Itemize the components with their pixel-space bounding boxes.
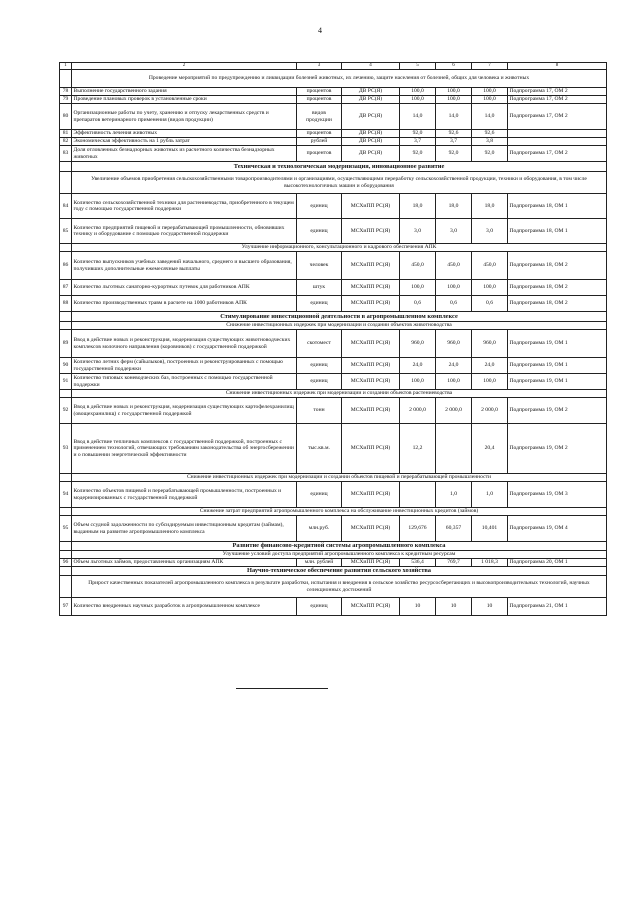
- column-number: 4: [342, 63, 400, 70]
- row-number: 90: [60, 358, 72, 374]
- section-title: Развитие финансово-кредитной системы агропромышленного комплекса: [72, 542, 607, 551]
- value-year-3: 960,0: [472, 330, 508, 358]
- row-number: [60, 390, 72, 398]
- unit: единиц: [297, 374, 342, 390]
- value-year-3: 100,0: [472, 96, 508, 104]
- row-number: [60, 162, 72, 172]
- row-number: 87: [60, 280, 72, 296]
- program-reference: Подпрограмма 19, ОМ 4: [508, 516, 607, 542]
- value-year-3: 24,0: [472, 358, 508, 374]
- value-year-1: 24,0: [400, 358, 436, 374]
- row-number: 84: [60, 194, 72, 219]
- value-year-1: 12,2: [400, 424, 436, 474]
- unit: млн.руб.: [297, 516, 342, 542]
- value-year-3: 20,4: [472, 424, 508, 474]
- table-row: [60, 88, 607, 96]
- unit: единиц: [297, 598, 342, 616]
- row-number: 79: [60, 96, 72, 104]
- subsection-heading-row: [60, 244, 607, 252]
- table-row: [60, 330, 607, 358]
- responsible-body: ДВ РС(Я): [342, 88, 400, 96]
- value-year-1: 3,7: [400, 138, 436, 146]
- row-number: 96: [60, 559, 72, 567]
- subsection-heading-row: [60, 70, 607, 88]
- program-reference: Подпрограмма 18, ОМ 2: [508, 252, 607, 280]
- indicator-name: Эффективность лечения животных: [72, 130, 297, 138]
- column-number: 5: [400, 63, 436, 70]
- unit: тыс.кв.м.: [297, 424, 342, 474]
- subsection-title: Проведение мероприятий по предупреждению и ликвидации болезней животных, их лечению, защите населения от болезней, общих для человека и животных: [72, 70, 607, 88]
- program-reference: [508, 138, 607, 146]
- row-number: [60, 474, 72, 482]
- responsible-body: МСХиПП РС(Я): [342, 194, 400, 219]
- subsection-heading-row: [60, 390, 607, 398]
- row-number: 82: [60, 138, 72, 146]
- value-year-1: [400, 482, 436, 508]
- row-number: 92: [60, 398, 72, 424]
- program-reference: Подпрограмма 19, ОМ 2: [508, 424, 607, 474]
- table-row: [60, 598, 607, 616]
- row-number: [60, 312, 72, 322]
- responsible-body: ДВ РС(Я): [342, 130, 400, 138]
- responsible-body: ДВ РС(Я): [342, 138, 400, 146]
- row-number: 95: [60, 516, 72, 542]
- indicator-name: Объем льготных займов, предоставленных организациям АПК: [72, 559, 297, 567]
- subsection-heading-row: [60, 322, 607, 330]
- program-reference: Подпрограмма 21, ОМ 1: [508, 598, 607, 616]
- value-year-3: 1,0: [472, 482, 508, 508]
- unit: единиц: [297, 296, 342, 312]
- value-year-1: 129,676: [400, 516, 436, 542]
- column-number: 7: [472, 63, 508, 70]
- responsible-body: МСХиПП РС(Я): [342, 398, 400, 424]
- unit: видов продукции: [297, 104, 342, 130]
- program-reference: Подпрограмма 19, ОМ 1: [508, 330, 607, 358]
- subsection-heading-row: [60, 551, 607, 559]
- indicator-name: Экономическая эффективность на 1 рубль затрат: [72, 138, 297, 146]
- value-year-3: 100,0: [472, 374, 508, 390]
- value-year-3: 10: [472, 598, 508, 616]
- section-title: Научно-техническое обеспечение развития сельского хозяйства: [72, 567, 607, 576]
- value-year-2: 1,0: [436, 482, 472, 508]
- row-number: 78: [60, 88, 72, 96]
- subsection-title: Улучшение информационного, консультационного и кадрового обеспечения АПК: [72, 244, 607, 252]
- value-year-2: 3,0: [436, 219, 472, 244]
- unit: рублей: [297, 138, 342, 146]
- section-heading-row: [60, 542, 607, 551]
- indicator-name: Ввод в действие новых и реконструкция, модернизация существующих картофелехранилищ (овощехранилищ) с государственной поддержкой: [72, 398, 297, 424]
- column-number: 1: [60, 63, 72, 70]
- value-year-3: 450,0: [472, 252, 508, 280]
- value-year-2: 100,0: [436, 280, 472, 296]
- value-year-1: 18,0: [400, 194, 436, 219]
- unit: процентов: [297, 88, 342, 96]
- value-year-1: 450,0: [400, 252, 436, 280]
- program-reference: Подпрограмма 17, ОМ 2: [508, 146, 607, 162]
- responsible-body: МСХиПП РС(Я): [342, 482, 400, 508]
- program-reference: Подпрограмма 18, ОМ 1: [508, 219, 607, 244]
- value-year-1: 10: [400, 598, 436, 616]
- value-year-1: 2 000,0: [400, 398, 436, 424]
- value-year-2: 0,6: [436, 296, 472, 312]
- value-year-2: 92,6: [436, 130, 472, 138]
- program-reference: Подпрограмма 19, ОМ 3: [508, 482, 607, 508]
- table-row: [60, 516, 607, 542]
- subsection-title: Снижение инвестиционных издержек при модернизации и создании объектов растениеводства: [72, 390, 607, 398]
- responsible-body: МСХиПП РС(Я): [342, 219, 400, 244]
- indicator-name: Ввод в действие новых и реконструкция, модернизация существующих животноводческих комплексов молочного направления (коровников) с государственной поддержкой: [72, 330, 297, 358]
- table-row: [60, 146, 607, 162]
- value-year-1: 100,0: [400, 96, 436, 104]
- subsection-title: Снижение инвестиционных издержек при модернизации и создании объектов пищевой и перерабатывающей промышленности: [72, 474, 607, 482]
- indicator-name: Количество типовых коневодческих баз, построенных с помощью государственной поддержки: [72, 374, 297, 390]
- value-year-1: 100,0: [400, 374, 436, 390]
- value-year-2: 450,0: [436, 252, 472, 280]
- value-year-2: 14,0: [436, 104, 472, 130]
- unit: скотомест: [297, 330, 342, 358]
- row-number: 94: [60, 482, 72, 508]
- column-number: 6: [436, 63, 472, 70]
- indicators-table: [59, 62, 607, 616]
- row-number: 81: [60, 130, 72, 138]
- unit: единиц: [297, 358, 342, 374]
- indicator-name: Количество льготных санаторно-курортных путевок для работников АПК: [72, 280, 297, 296]
- program-reference: Подпрограмма 17, ОМ 2: [508, 96, 607, 104]
- program-reference: Подпрограмма 17, ОМ 2: [508, 88, 607, 96]
- row-number: [60, 542, 72, 551]
- value-year-2: 100,0: [436, 374, 472, 390]
- table-row: [60, 296, 607, 312]
- value-year-3: 14,0: [472, 104, 508, 130]
- row-number: 83: [60, 146, 72, 162]
- table-row: [60, 398, 607, 424]
- value-year-3: 3,8: [472, 138, 508, 146]
- table-row: [60, 252, 607, 280]
- unit: процентов: [297, 146, 342, 162]
- table-row: [60, 280, 607, 296]
- row-number: [60, 172, 72, 194]
- value-year-3: 2 000,0: [472, 398, 508, 424]
- value-year-3: 1 018,3: [472, 559, 508, 567]
- unit: процентов: [297, 130, 342, 138]
- row-number: [60, 70, 72, 88]
- subsection-title: Улучшение условий доступа предприятий агропромышленного комплекса к кредитным ресурсам: [72, 551, 607, 559]
- subsection-heading-row: [60, 576, 607, 598]
- unit: единиц: [297, 194, 342, 219]
- program-reference: Подпрограмма 19, ОМ 2: [508, 398, 607, 424]
- responsible-body: ДВ РС(Я): [342, 146, 400, 162]
- value-year-3: 92,6: [472, 130, 508, 138]
- table-row: [60, 194, 607, 219]
- indicator-name: Количество сельскохозяйственной техники для растениеводства, приобретенного в текущем году с помощью государственной поддержки: [72, 194, 297, 219]
- indicator-name: Количество производственных травм в расчете на 1000 работников АПК: [72, 296, 297, 312]
- column-number: 3: [297, 63, 342, 70]
- responsible-body: МСХиПП РС(Я): [342, 424, 400, 474]
- program-reference: Подпрограмма 18, ОМ 2: [508, 296, 607, 312]
- indicator-name: Объем ссудной задолженности по субсидируемым инвестиционным кредитам (займам), выданным на развитие агропромышленного комплекса: [72, 516, 297, 542]
- value-year-3: 100,0: [472, 280, 508, 296]
- table-row: [60, 374, 607, 390]
- row-number: 85: [60, 219, 72, 244]
- row-number: 88: [60, 296, 72, 312]
- subsection-title: Снижение инвестиционных издержек при модернизации и создании объектов животноводства: [72, 322, 607, 330]
- value-year-1: 3,0: [400, 219, 436, 244]
- row-number: 86: [60, 252, 72, 280]
- value-year-2: 100,0: [436, 88, 472, 96]
- row-number: [60, 322, 72, 330]
- value-year-1: 100,0: [400, 280, 436, 296]
- value-year-1: 100,0: [400, 88, 436, 96]
- section-heading-row: [60, 312, 607, 322]
- indicator-name: Количество внедренных научных разработок в агропромышленном комплексе: [72, 598, 297, 616]
- page-number: 4: [318, 26, 322, 35]
- responsible-body: ДВ РС(Я): [342, 104, 400, 130]
- row-number: 89: [60, 330, 72, 358]
- row-number: [60, 551, 72, 559]
- value-year-2: 24,0: [436, 358, 472, 374]
- responsible-body: МСХиПП РС(Я): [342, 516, 400, 542]
- indicator-name: Выполнение государственного задания: [72, 88, 297, 96]
- table-row: [60, 130, 607, 138]
- section-title: Стимулирование инвестиционной деятельности в агропромышленном комплексе: [72, 312, 607, 322]
- value-year-2: 10: [436, 598, 472, 616]
- table-row: [60, 138, 607, 146]
- program-reference: Подпрограмма 18, ОМ 1: [508, 194, 607, 219]
- program-reference: Подпрограмма 18, ОМ 2: [508, 280, 607, 296]
- table-body: [60, 63, 607, 616]
- row-number: [60, 508, 72, 516]
- unit: млн. рублей: [297, 559, 342, 567]
- row-number: 80: [60, 104, 72, 130]
- row-number: [60, 567, 72, 576]
- table-row: [60, 358, 607, 374]
- table-row: [60, 96, 607, 104]
- value-year-3: 0,6: [472, 296, 508, 312]
- unit: единиц: [297, 482, 342, 508]
- value-year-2: 960,0: [436, 330, 472, 358]
- subsection-title: Увеличение объемов приобретения сельскохозяйственными товаропроизводителями и организациями, осуществляющими переработку сельскохозяйственной продукции, техники и оборудования, в том числе высокотехнологичных машин и оборудования: [72, 172, 607, 194]
- table-row: [60, 424, 607, 474]
- table-row: [60, 482, 607, 508]
- section-title: Техническая и технологическая модернизация, инновационное развитие: [72, 162, 607, 172]
- table-row: [60, 104, 607, 130]
- program-reference: Подпрограмма 19, ОМ 1: [508, 358, 607, 374]
- value-year-2: 18,0: [436, 194, 472, 219]
- indicator-name: Организационные работы по учету, хранению и отпуску лекарственных средств и препаратов ветеринарного применения (видов продукции): [72, 104, 297, 130]
- value-year-2: 769,7: [436, 559, 472, 567]
- value-year-2: 3,7: [436, 138, 472, 146]
- value-year-1: 14,0: [400, 104, 436, 130]
- value-year-3: 100,0: [472, 88, 508, 96]
- value-year-3: 92,0: [472, 146, 508, 162]
- table-row: [60, 559, 607, 567]
- value-year-2: 92,0: [436, 146, 472, 162]
- value-year-3: 10,401: [472, 516, 508, 542]
- value-year-2: 100,0: [436, 96, 472, 104]
- row-number: 91: [60, 374, 72, 390]
- subsection-title: Снижение затрат предприятий агропромышленного комплекса на обслуживание инвестиционных кредитов (займов): [72, 508, 607, 516]
- value-year-2: [436, 424, 472, 474]
- footnote-separator-line: [236, 688, 328, 689]
- responsible-body: МСХиПП РС(Я): [342, 598, 400, 616]
- value-year-1: 960,0: [400, 330, 436, 358]
- responsible-body: МСХиПП РС(Я): [342, 330, 400, 358]
- value-year-1: 92,0: [400, 146, 436, 162]
- responsible-body: МСХиПП РС(Я): [342, 296, 400, 312]
- responsible-body: МСХиПП РС(Я): [342, 559, 400, 567]
- unit: тонн: [297, 398, 342, 424]
- row-number: 93: [60, 424, 72, 474]
- indicator-name: Количество объектов пищевой и перерабатывающей промышленности, построенных и модернизированных с государственной поддержкой: [72, 482, 297, 508]
- column-number: 8: [508, 63, 607, 70]
- indicator-name: Количество выпускников учебных заведений начального, среднего и высшего образования, получивших дополнительные ежемесячные выплаты: [72, 252, 297, 280]
- value-year-3: 18,0: [472, 194, 508, 219]
- value-year-1: 0,6: [400, 296, 436, 312]
- responsible-body: МСХиПП РС(Я): [342, 358, 400, 374]
- section-heading-row: [60, 162, 607, 172]
- subsection-heading-row: [60, 172, 607, 194]
- value-year-1: 536,4: [400, 559, 436, 567]
- column-number: 2: [72, 63, 297, 70]
- program-reference: [508, 130, 607, 138]
- program-reference: Подпрограмма 19, ОМ 1: [508, 374, 607, 390]
- value-year-3: 3,0: [472, 219, 508, 244]
- responsible-body: МСХиПП РС(Я): [342, 374, 400, 390]
- indicator-name: Доля отловленных безнадзорных животных из расчетного количества безнадзорных животных: [72, 146, 297, 162]
- responsible-body: МСХиПП РС(Я): [342, 252, 400, 280]
- subsection-heading-row: [60, 508, 607, 516]
- column-number-row: [60, 63, 607, 70]
- subsection-heading-row: [60, 474, 607, 482]
- subsection-title: Прирост качественных показателей агропромышленного комплекса в результате разработки, испытания и внедрения в сельское хозяйство ресурсосберегающих и высокопроизводительных технологий, научных селекционных достижений: [72, 576, 607, 598]
- value-year-1: 92,0: [400, 130, 436, 138]
- row-number: [60, 576, 72, 598]
- unit: штук: [297, 280, 342, 296]
- unit: единиц: [297, 219, 342, 244]
- row-number: [60, 244, 72, 252]
- indicator-name: Проведение плановых проверок в установленные сроки: [72, 96, 297, 104]
- row-number: 97: [60, 598, 72, 616]
- responsible-body: ДВ РС(Я): [342, 96, 400, 104]
- value-year-2: 2 000,0: [436, 398, 472, 424]
- indicator-name: Количество летних ферм (сайылыков), построенных и реконструированных с помощью государственной поддержки: [72, 358, 297, 374]
- unit: процентов: [297, 96, 342, 104]
- unit: человек: [297, 252, 342, 280]
- value-year-2: 60,357: [436, 516, 472, 542]
- indicator-name: Количество предприятий пищевой и перерабатывающей промышленности, обновивших технику и оборудование с помощью государственной поддержки: [72, 219, 297, 244]
- indicator-name: Ввод в действие тепличных комплексов с государственной поддержкой, построенных с применением технологий, отвечающих требованиям законодательства об энергосбережении и о повышении энергетической эффективности: [72, 424, 297, 474]
- table-row: [60, 219, 607, 244]
- section-heading-row: [60, 567, 607, 576]
- program-reference: Подпрограмма 17, ОМ 2: [508, 104, 607, 130]
- program-reference: Подпрограмма 20, ОМ 1: [508, 559, 607, 567]
- responsible-body: МСХиПП РС(Я): [342, 280, 400, 296]
